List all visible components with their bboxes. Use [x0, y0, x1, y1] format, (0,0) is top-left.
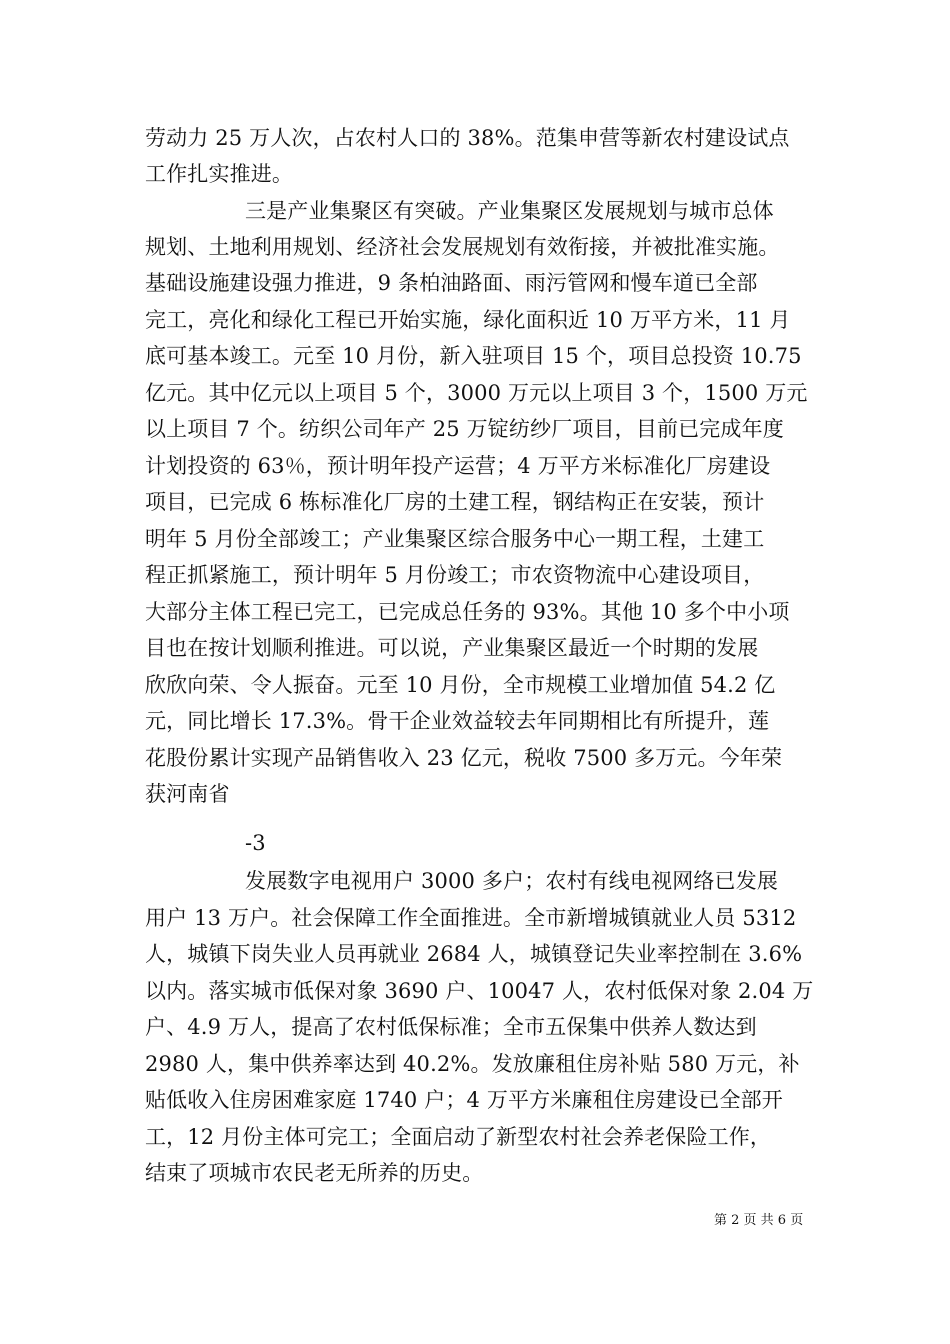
text-line: 结束了项城市农民老无所养的历史。	[145, 1161, 484, 1185]
text-line: 人，城镇下岗失业人员再就业 2684 人，城镇登记失业率控制在 3.6%	[145, 942, 803, 966]
text-line: 程正抓紧施工，预计明年 5 月份竣工；市农资物流中心建设项目，	[145, 563, 765, 587]
text-line: 发展数字电视用户 3000 多户；农村有线电视网络已发展	[245, 869, 778, 893]
text-line: 工，12 月份主体可完工；全面启动了新型农村社会养老保险工作，	[145, 1125, 772, 1149]
text-line: 基础设施建设强力推进，9 条柏油路面、雨污管网和慢车道已全部	[145, 271, 758, 295]
text-line: 欣欣向荣、令人振奋。元至 10 月份，全市规模工业增加值 54.2 亿	[145, 673, 776, 697]
text-line: 三是产业集聚区有突破。产业集聚区发展规划与城市总体	[245, 199, 774, 223]
text-line: 用户 13 万户。社会保障工作全面推进。全市新增城镇就业人员 5312	[145, 906, 797, 930]
text-line: 户、4.9 万人，提高了农村低保标准；全市五保集中供养人数达到	[145, 1015, 757, 1039]
text-line: 项目，已完成 6 栋标准化厂房的土建工程，钢结构正在安装，预计	[145, 490, 765, 514]
text-line: 以上项目 7 个。纺织公司年产 25 万锭纺纱厂项目，目前已完成年度	[145, 417, 784, 441]
text-line: 劳动力 25 万人次，占农村人口的 38%。范集申营等新农村建设试点	[145, 126, 790, 150]
text-line: 底可基本竣工。元至 10 月份，新入驻项目 15 个，项目总投资 10.75	[145, 344, 802, 368]
text-line: 明年 5 月份全部竣工；产业集聚区综合服务中心一期工程，土建工	[145, 527, 765, 551]
text-line: 完工，亮化和绿化工程已开始实施，绿化面积近 10 万平方米，11 月	[145, 308, 791, 332]
text-line: 贴低收入住房困难家庭 1740 户；4 万平方米廉租住房建设已全部开	[145, 1088, 783, 1112]
text-line: 以内。落实城市低保对象 3690 户、10047 人，农村低保对象 2.04 万	[145, 979, 814, 1003]
text-line: 元，同比增长 17.3%。骨干企业效益较去年同期相比有所提升，莲	[145, 709, 770, 733]
text-line: 亿元。其中亿元以上项目 5 个，3000 万元以上项目 3 个，1500 万元	[145, 381, 808, 405]
text-line: 2980 人，集中供养率达到 40.2%。发放廉租住房补贴 580 万元，补	[145, 1052, 800, 1076]
text-line: 花股份累计实现产品销售收入 23 亿元，税收 7500 多万元。今年荣	[145, 746, 783, 770]
text-line: 大部分主体工程已完工，已完成总任务的 93%。其他 10 多个中小项	[145, 600, 790, 624]
text-line: 目也在按计划顺利推进。可以说，产业集聚区最近一个时期的发展	[145, 636, 759, 660]
text-line: 规划、土地利用规划、经济社会发展规划有效衔接，并被批准实施。	[145, 235, 780, 259]
page-marker: -3	[245, 831, 266, 855]
text-line: 工作扎实推进。	[145, 162, 294, 186]
page-number: 第 2 页 共 6 页	[714, 1213, 804, 1228]
text-line: 获河南省	[145, 782, 230, 806]
text-line: 计划投资的 63％，预计明年投产运营；4 万平方米标准化厂房建设	[145, 454, 771, 478]
